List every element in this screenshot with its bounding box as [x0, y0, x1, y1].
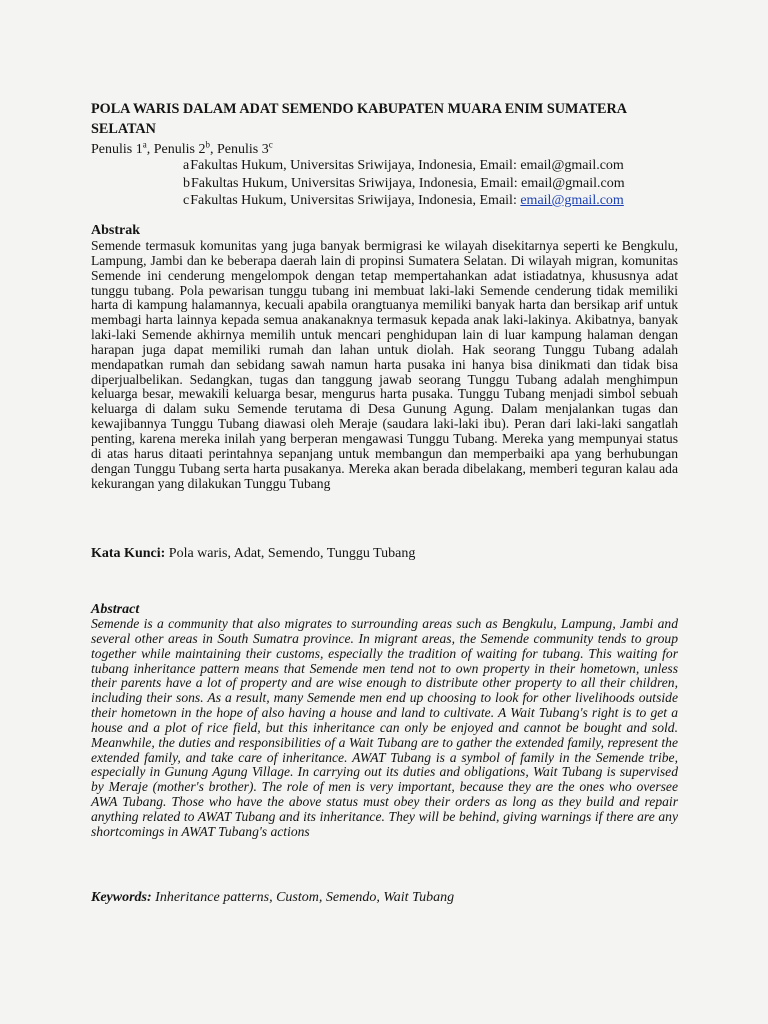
affiliation-b	[183, 175, 625, 192]
affiliation-email: email@gmail.com	[521, 176, 625, 191]
affiliation-text: Fakultas Hukum, Universitas Sriwijaya, Indonesia, Email:	[191, 176, 522, 191]
affiliation-email-link[interactable]: email@gmail.com	[520, 193, 624, 208]
kata-kunci-label: Kata Kunci:	[91, 546, 166, 561]
affiliation-email: email@gmail.com	[520, 158, 624, 173]
author-superscript: b	[205, 139, 210, 150]
affiliation-text: Fakultas Hukum, Universitas Sriwijaya, Indonesia, Email:	[190, 193, 521, 208]
paper-title: POLA WARIS DALAM ADAT SEMENDO KABUPATEN MUARA ENIM SUMATERA SELATAN	[91, 101, 627, 137]
kata-kunci-value: Pola waris, Adat, Semendo, Tunggu Tubang	[165, 546, 416, 561]
keywords-label: Keywords:	[91, 890, 152, 905]
affiliation-mark: c	[183, 193, 190, 208]
affiliation-c	[183, 192, 624, 209]
author-name: Penulis 2	[153, 142, 206, 157]
abstrak-heading: Abstrak	[91, 223, 141, 238]
author-name: Penulis 1	[91, 142, 143, 157]
abstract-body: Semende is a community that also migrates to surrounding areas such as Bengkulu, Lampung, Jambi and several other areas in South Sumatra province. In migrant areas, the Semende community tends to group together while maintaining their customs, especially the tradition of waiting for tubang. This waiting for tubang inheritance pattern means that Semende men tend not to own property in their hometown, unless their parents have a lot of property and are wise enough to distribute other property to all their children, including their sons. As a result, many Semende men end up choosing to look for other livelihoods outside their hometown in the hope of also having a house and land to cultivate. A Wait Tubang's right is to get a house and a plot of rice field, but this inheritance can only be enjoyed and cannot be bought and sold. Meanwhile, the duties and responsibilities of a Wait Tubang are to gather the extended family, represent the extended family, and take care of inheritance. AWAT Tubang is a symbol of family in the Semende tribe, especially in Gunung Agung Village. In carrying out its duties and obligations, Wait Tubang is supervised by Meraje (mother's brother). The role of men is very important, because they are the ones who oversee AWA Tubang. Those who have the above status must obey their orders as long as they build and repair anything related to AWAT Tubang and its inheritance. They will be behind, giving warnings if there are any shortcomings in AWAT Tubang's actions	[91, 616, 678, 839]
author-superscript: a	[142, 139, 147, 150]
affiliation-a	[183, 157, 624, 174]
abstrak-body: Semende termasuk komunitas yang juga banyak bermigrasi ke wilayah disekitarnya seperti ke Bengkulu, Lampung, Jambi dan ke beberapa daerah lain di propinsi Sumatera Selatan. Di wilayah migran, komunitas Semende ini cenderung mengelompok dengan tetap mempertahankan adat istiadatnya, khususnya adat tunggu tubang. Pola pewarisan tunggu tubang ini membuat laki-laki Semende cenderung tidak memiliki harta di kampung halamannya, kecuali apabila orangtuanya memiliki banyak harta dan bersikap arif untuk membagi harta lainnya kepada semua anakanaknya termasuk kepada anak laki-lakinya. Akibatnya, banyak laki-laki Semende akhirnya memilih untuk mencari penghidupan lain di luar kampung halaman dengan harapan juga dapat memiliki rumah dan lahan untuk diolah. Hak seorang Tunggu Tubang adalah mendapatkan rumah dan sebidang sawah namun harta pusaka ini hanya bisa dinikmati dan tidak bisa diperjualbelikan. Sedangkan, tugas dan tanggung jawab seorang Tunggu Tubang adalah menghimpun keluarga besar, mewakili keluarga besar, mengurus harta pusaka. Tunggu Tubang menjadi simbol sebuah keluarga di dalam suku Semende terutama di Desa Gunung Agung. Dalam menjalankan tugas dan kewajibannya Tunggu Tubang diawasi oleh Meraje (saudara laki-laki ibu). Peran dari laki-laki sangatlah penting, karena mereka inilah yang berperan mengawasi Tunggu Tubang. Mereka yang mempunyai status di atas harus ditaati perintahnya sepanjang untuk membangun dan memperbaiki apa yang berhubungan dengan Tunggu Tubang serta harta pusakanya. Mereka akan berada dibelakang, memberi teguran kalau ada kekurangan yang dilakukan Tunggu Tubang	[91, 238, 678, 491]
keywords-line	[91, 889, 454, 906]
affiliation-text: Fakultas Hukum, Universitas Sriwijaya, Indonesia, Email:	[190, 158, 521, 173]
author-superscript: c	[268, 139, 273, 150]
affiliation-mark: b	[183, 176, 190, 191]
affiliation-mark: a	[183, 158, 190, 173]
author-line: Penulis 1$^a$, Penulis 2$^b$, Penulis 3$^c$	[91, 139, 273, 157]
author-name: Penulis 3	[216, 142, 269, 157]
kata-kunci-line	[91, 545, 415, 562]
keywords-value: Inheritance patterns, Custom, Semendo, Wait Tubang	[151, 890, 455, 905]
abstract-heading: Abstract	[91, 602, 140, 617]
